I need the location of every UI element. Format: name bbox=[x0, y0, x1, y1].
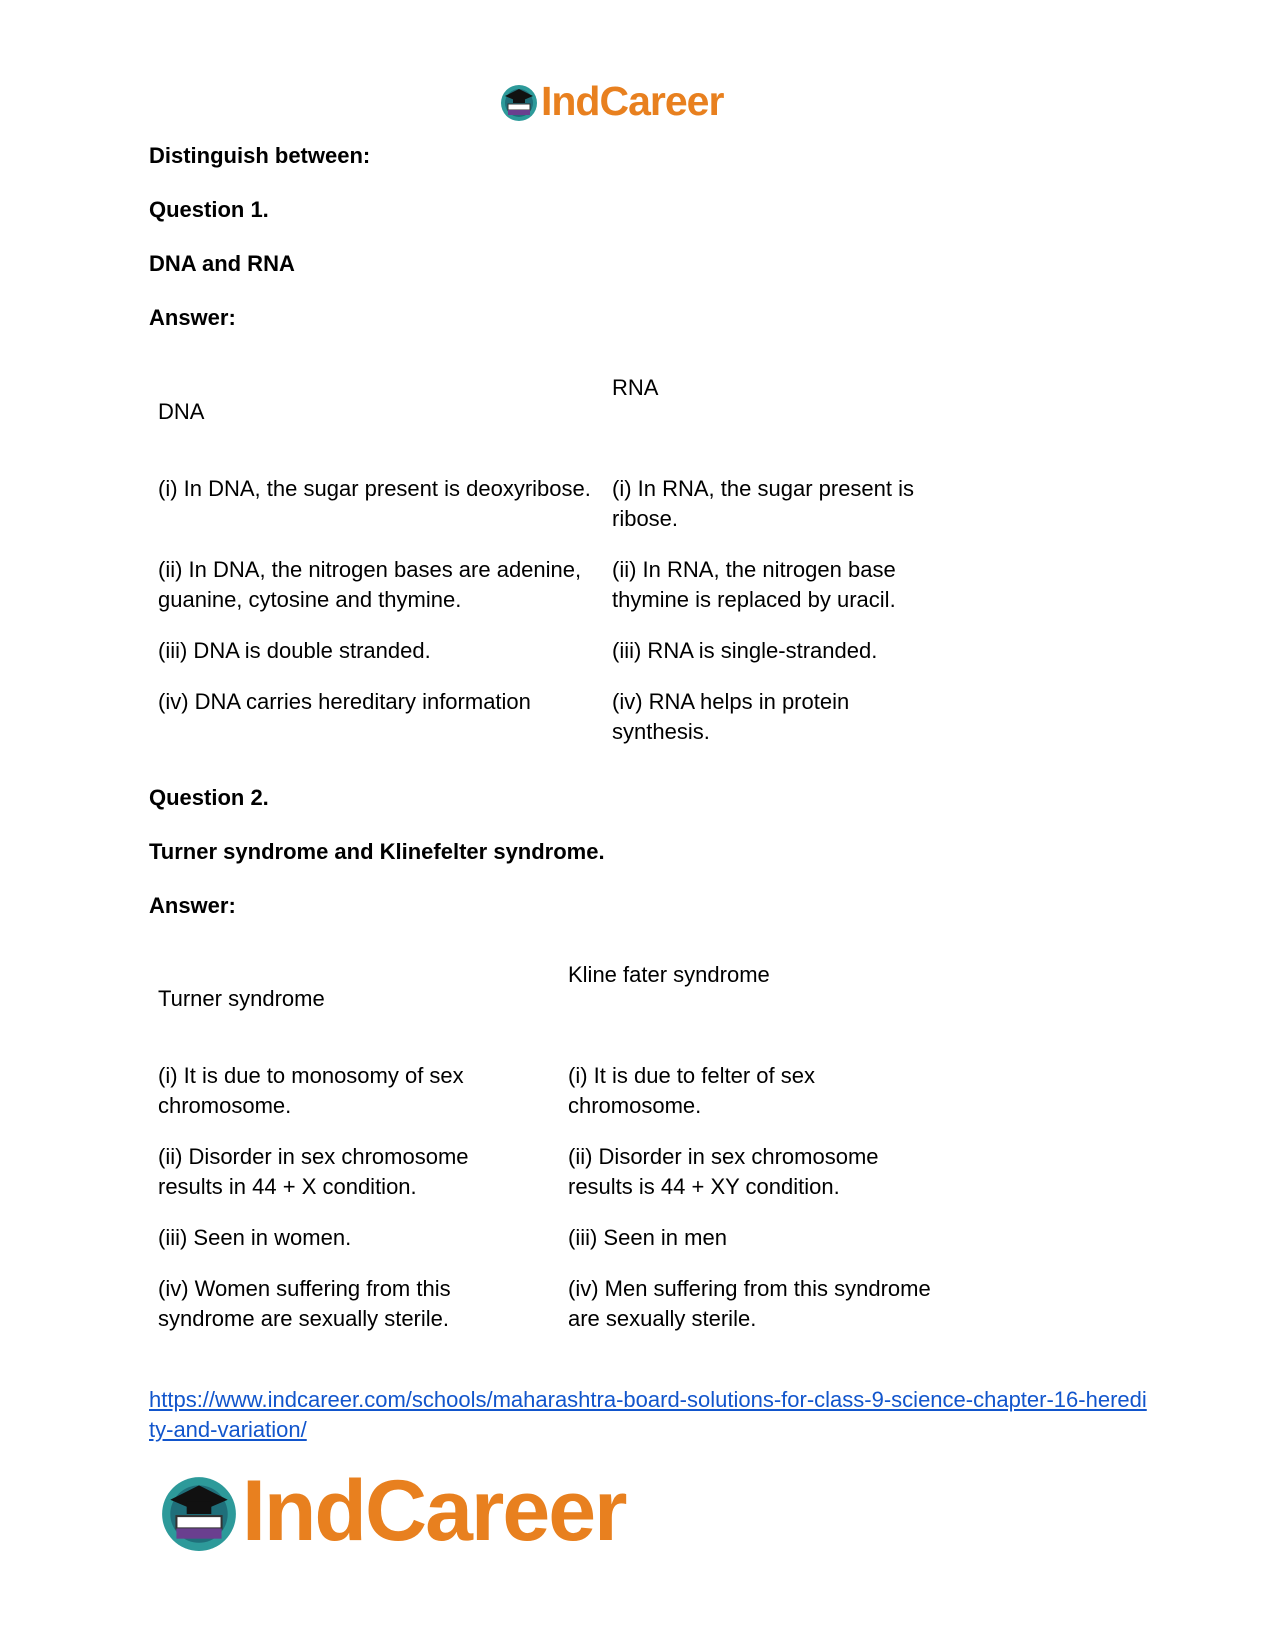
q1-row3-rna: (iii) RNA is single-stranded. bbox=[612, 638, 878, 663]
question-2-label: Question 2. bbox=[149, 785, 269, 810]
question-1-title: DNA and RNA bbox=[149, 251, 295, 276]
q2-row3-klinefelter: (iii) Seen in men bbox=[568, 1225, 727, 1250]
q2-row4-klinefelter: (iv) Men suffering from this syndrome are sexually sterile. bbox=[568, 1276, 931, 1331]
section-heading: Distinguish between: bbox=[149, 143, 371, 168]
q1-row1-rna: (i) In RNA, the sugar present is ribose. bbox=[612, 476, 915, 531]
q1-row2-dna: (ii) In DNA, the nitrogen bases are adenine, guanine, cytosine and thymine. bbox=[158, 557, 582, 612]
question-1-answer-label: Answer: bbox=[149, 305, 236, 330]
graduation-cap-globe-icon bbox=[499, 82, 539, 122]
q2-row2-klinefelter: (ii) Disorder in sex chromosome results is 44 + XY condition. bbox=[568, 1144, 879, 1199]
q1-col1-header: DNA bbox=[158, 399, 205, 424]
q2-col1-header: Turner syndrome bbox=[158, 986, 325, 1011]
brand-name: IndCareer bbox=[541, 78, 724, 124]
indcareer-logo-top bbox=[499, 78, 723, 125]
q1-row4-rna: (iv) RNA helps in protein synthesis. bbox=[612, 689, 850, 744]
q1-row4-dna: (iv) DNA carries hereditary information bbox=[158, 689, 531, 714]
brand-name: IndCareer bbox=[242, 1463, 626, 1559]
q1-row1-dna: (i) In DNA, the sugar present is deoxyribose. bbox=[158, 476, 591, 501]
indcareer-logo-bottom bbox=[158, 1462, 626, 1561]
q1-col2-header: RNA bbox=[612, 375, 659, 400]
q2-row3-turner: (iii) Seen in women. bbox=[158, 1225, 352, 1250]
q1-row3-dna: (iii) DNA is double stranded. bbox=[158, 638, 431, 663]
q2-row1-turner: (i) It is due to monosomy of sex chromosome. bbox=[158, 1063, 464, 1118]
question-1-label: Question 1. bbox=[149, 197, 269, 222]
q1-row2-rna: (ii) In RNA, the nitrogen base thymine is replaced by uracil. bbox=[612, 557, 896, 612]
question-2-title: Turner syndrome and Klinefelter syndrome. bbox=[149, 839, 605, 864]
source-link[interactable]: https://www.indcareer.com/schools/maharashtra-board-solutions-for-class-9-science-chapter-16-heredity-and-variation/ bbox=[149, 1387, 1147, 1442]
q2-row1-klinefelter: (i) It is due to felter of sex chromosome. bbox=[568, 1063, 815, 1118]
q2-col2-header: Kline fater syndrome bbox=[568, 962, 770, 987]
q2-row4-turner: (iv) Women suffering from this syndrome are sexually sterile. bbox=[158, 1276, 451, 1331]
question-2-answer-label: Answer: bbox=[149, 893, 236, 918]
graduation-cap-globe-icon bbox=[158, 1471, 240, 1553]
q2-row2-turner: (ii) Disorder in sex chromosome results in 44 + X condition. bbox=[158, 1144, 469, 1199]
